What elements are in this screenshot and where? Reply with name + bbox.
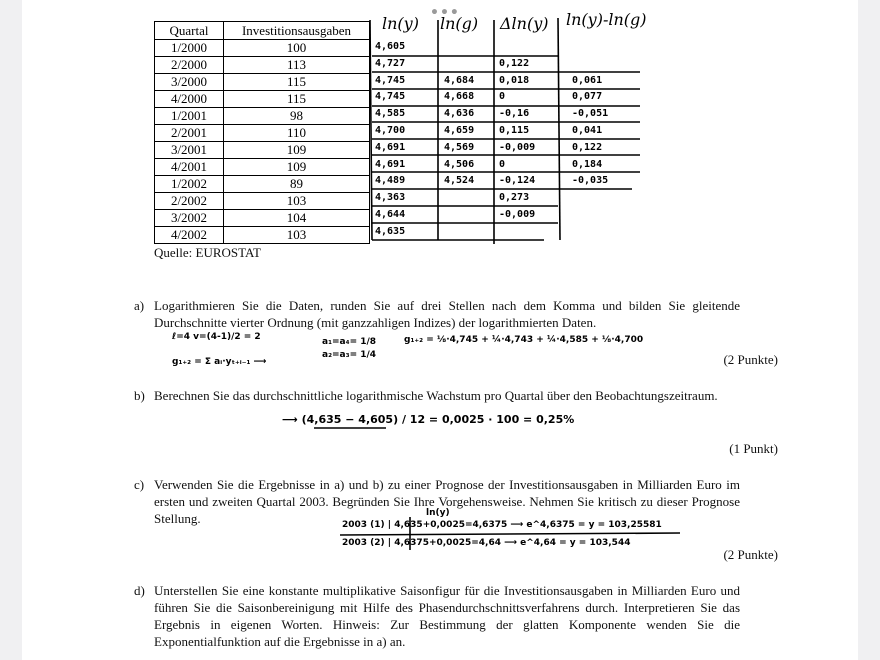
cell-investitionsausgaben: 100 <box>224 40 370 57</box>
cell-investitionsausgaben: 113 <box>224 57 370 74</box>
cell-quartal: 4/2001 <box>155 159 224 176</box>
table-row <box>155 227 370 244</box>
note-b-growth: ⟶ (4,635 − 4,605) / 12 = 0,0025 · 100 = 0,25% <box>282 413 575 426</box>
table-row <box>155 40 370 57</box>
cell-quartal: 3/2001 <box>155 142 224 159</box>
cell-quartal: 2/2001 <box>155 125 224 142</box>
hw-cell-lny: 4,727 <box>375 57 406 69</box>
cell-investitionsausgaben: 98 <box>224 108 370 125</box>
cell-quartal: 1/2002 <box>155 176 224 193</box>
table-row <box>155 176 370 193</box>
cell-investitionsausgaben: 115 <box>224 91 370 108</box>
header-quartal: Quartal <box>155 22 224 40</box>
hw-cell-lny: 4,691 <box>375 141 406 153</box>
hw-cell-dlny: 0 <box>499 158 506 170</box>
task-c-label: c) <box>134 477 145 492</box>
hw-cell-lny: 4,691 <box>375 158 406 170</box>
header-investitionsausgaben: Investitionsausgaben <box>224 22 370 40</box>
cell-quartal: 1/2000 <box>155 40 224 57</box>
hw-cell-lng: 4,569 <box>444 141 475 153</box>
investment-table <box>154 21 370 244</box>
hw-cell-dlny: -0,009 <box>499 209 536 220</box>
hw-cell-lny: 4,489 <box>375 175 406 187</box>
more-options-icon[interactable]: ••• <box>430 5 460 21</box>
task-d-label: d) <box>134 583 145 598</box>
hw-cell-lny: 4,745 <box>375 91 406 103</box>
task-a-label: a) <box>134 298 145 313</box>
table-row <box>155 210 370 227</box>
cell-investitionsausgaben: 104 <box>224 210 370 227</box>
hw-cell-lny: 4,700 <box>375 125 406 136</box>
hw-header-diff: ln(y)-ln(g) <box>566 10 647 29</box>
cell-quartal: 3/2000 <box>155 74 224 91</box>
cell-quartal: 4/2002 <box>155 227 224 244</box>
note-a-calc: g₁₊₂ = ⅛·4,745 + ¼·4,743 + ¼·4,585 + ⅛·4,700 <box>404 335 644 345</box>
task-a <box>134 297 740 333</box>
task-c-points: (2 Punkte) <box>723 547 778 562</box>
hw-cell-diff: 0,077 <box>572 91 603 103</box>
table-header-row <box>155 22 370 40</box>
hw-cell-diff: 0,122 <box>572 141 603 153</box>
hw-cell-lng: 4,506 <box>444 158 475 170</box>
hw-cell-dlny: -0,16 <box>499 108 530 120</box>
note-a-formula: g₁₊₂ = Σ aᵢ·yₜ₊ᵢ₋₁ ⟶ <box>172 357 267 367</box>
hw-cell-lny: 4,745 <box>375 74 406 86</box>
hw-cell-diff: 0,041 <box>572 125 603 136</box>
hw-header-lng: ln(g) <box>440 14 479 33</box>
hw-cell-lng: 4,668 <box>444 91 475 103</box>
hw-cell-dlny: -0,009 <box>499 141 536 153</box>
hw-cell-lng: 4,636 <box>444 108 475 120</box>
hw-cell-dlny: 0,273 <box>499 192 530 204</box>
hw-header-dlny: Δln(y) <box>500 14 549 33</box>
task-b-text: Berechnen Sie das durchschnittliche logarithmische Wachstum pro Quartal über den Beobachtungszeitraum. <box>154 388 718 403</box>
source-note: Quelle: EUROSTAT <box>154 245 261 260</box>
table-row <box>155 125 370 142</box>
cell-investitionsausgaben: 109 <box>224 159 370 176</box>
hw-cell-lny: 4,644 <box>375 209 406 220</box>
note-a-weights-2: a₂=a₃= 1/4 <box>322 350 377 360</box>
hw-cell-diff: -0,035 <box>572 175 609 187</box>
task-c-text: Verwenden Sie die Ergebnisse in a) und b) zu einer Prognose der Investitionsausgaben in Milliarden Euro im ersten und zweiten Quartal 2003. Begründen Sie Ihre Vorgehensweise. Nehmen Sie kritisch zu dieser Prognose Stellung. <box>154 477 740 526</box>
cell-quartal: 2/2002 <box>155 193 224 210</box>
hw-cell-lny: 4,363 <box>375 192 406 204</box>
task-d-text: Unterstellen Sie eine konstante multiplikative Saisonfigur für die Investitionsausgaben in Milliarden Euro und führen Sie die Saisonbereinigung mit Hilfe des Phasendurchschnittsverfahrens durch. Interpretieren Sie das Ergebnis in eigenen Worten. Hinweis: Zur Bestimmung der glatten Komponente wenden Sie die Exponentialfunktion auf die Ergebnisse in a) an. <box>154 583 740 649</box>
table-row <box>155 193 370 210</box>
task-a-points: (2 Punkte) <box>723 352 778 367</box>
note-a-weights-1: a₁=a₄= 1/8 <box>322 337 377 347</box>
task-b-label: b) <box>134 388 145 403</box>
table-row <box>155 159 370 176</box>
hw-cell-lng: 4,659 <box>444 125 475 136</box>
cell-investitionsausgaben: 109 <box>224 142 370 159</box>
hw-cell-dlny: 0,115 <box>499 125 530 136</box>
hw-cell-dlny: -0,124 <box>499 175 536 187</box>
cell-investitionsausgaben: 110 <box>224 125 370 142</box>
table-row <box>155 108 370 125</box>
cell-quartal: 1/2001 <box>155 108 224 125</box>
hw-cell-lny: 4,585 <box>375 108 406 120</box>
hw-cell-diff: -0,051 <box>572 108 609 120</box>
cell-quartal: 3/2002 <box>155 210 224 227</box>
hw-header-lny: ln(y) <box>382 14 419 33</box>
cell-investitionsausgaben: 103 <box>224 227 370 244</box>
hw-cell-lny: 4,635 <box>375 225 406 237</box>
note-c-q1: 2003 (1) | 4,635+0,0025=4,6375 ⟶ e^4,6375 = y = 103,25581 <box>342 520 662 530</box>
cell-quartal: 4/2000 <box>155 91 224 108</box>
task-d <box>134 582 740 650</box>
cell-investitionsausgaben: 89 <box>224 176 370 193</box>
hw-cell-diff: 0,184 <box>572 158 603 170</box>
task-b-points: (1 Punkt) <box>729 441 778 456</box>
hw-cell-dlny: 0,018 <box>499 74 530 86</box>
table-row <box>155 91 370 108</box>
note-c-q2: 2003 (2) | 4,6375+0,0025=4,64 ⟶ e^4,64 = y = 103,544 <box>342 538 631 548</box>
cell-investitionsausgaben: 115 <box>224 74 370 91</box>
task-a-text: Logarithmieren Sie die Daten, runden Sie auf drei Stellen nach dem Komma und bilden Sie gleitende Durchschnitte vierter Ordnung (mit ganzzahligen Indizes) der logarithmierten Daten. <box>154 298 740 330</box>
table-row <box>155 142 370 159</box>
cell-investitionsausgaben: 103 <box>224 193 370 210</box>
hw-cell-lny: 4,605 <box>375 41 406 52</box>
note-a-order: ℓ=4 v=(4-1)/2 = 2 <box>172 332 261 342</box>
hw-cell-lng: 4,684 <box>444 74 475 86</box>
table-row <box>155 57 370 74</box>
table-row <box>155 74 370 91</box>
cell-quartal: 2/2000 <box>155 57 224 74</box>
note-c-head: ln(y) <box>426 508 450 518</box>
hw-cell-diff: 0,061 <box>572 74 603 86</box>
hw-cell-dlny: 0,122 <box>499 57 530 69</box>
hw-cell-lng: 4,524 <box>444 175 475 187</box>
hw-cell-dlny: 0 <box>499 91 506 103</box>
